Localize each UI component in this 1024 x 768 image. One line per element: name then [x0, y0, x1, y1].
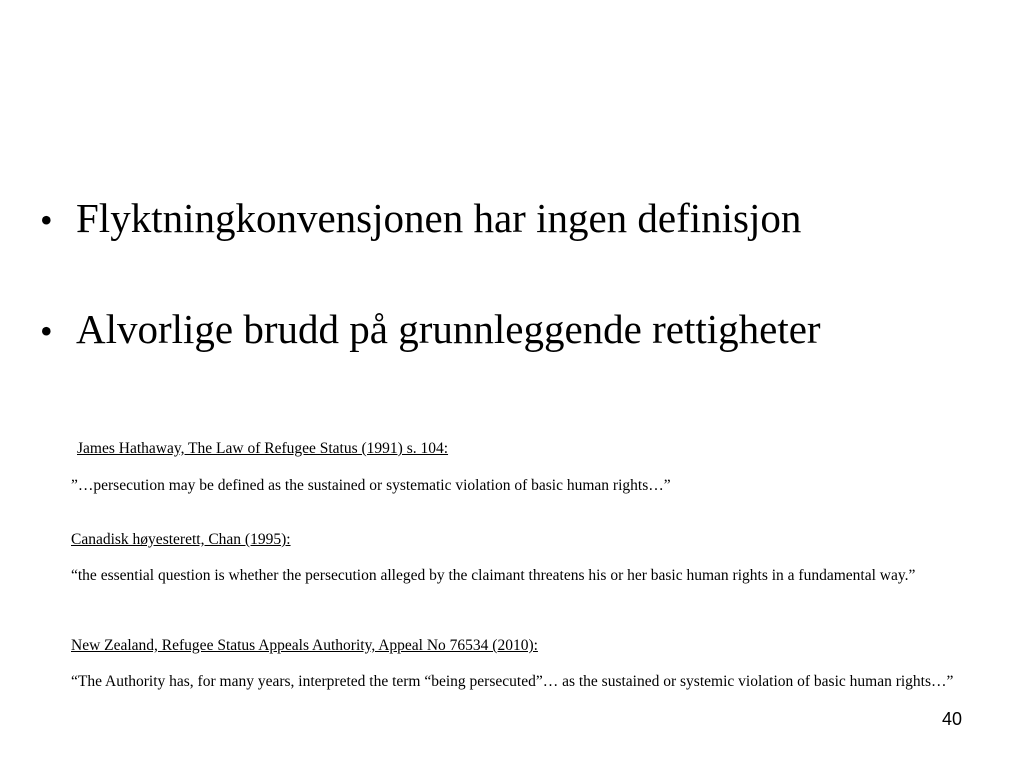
- reference-title: James Hathaway, The Law of Refugee Status (1991) s. 104:: [77, 440, 449, 457]
- bullet-text: Alvorlige brudd på grunnleggende rettigheter: [76, 306, 821, 352]
- bullet-item: [40, 303, 1010, 357]
- bullet-dot-icon: •: [40, 200, 53, 240]
- reference-block: [71, 637, 1001, 654]
- reference-title: Canadisk høyesterett, Chan (1995):: [71, 531, 291, 548]
- reference-quote: ”…persecution may be defined as the sustained or systematic violation of basic human rights…”: [71, 477, 671, 494]
- reference-block: [71, 477, 1001, 494]
- bullet-item: [40, 192, 1010, 246]
- reference-block: [77, 440, 1007, 457]
- reference-block: [71, 567, 951, 584]
- reference-title: New Zealand, Refugee Status Appeals Authority, Appeal No 76534 (2010):: [71, 637, 538, 654]
- bullet-dot-icon: •: [40, 311, 53, 351]
- reference-quote: “The Authority has, for many years, interpreted the term “being persecuted”… as the sustained or systemic violation of basic human rights…”: [71, 673, 954, 690]
- bullet-list: [40, 192, 1010, 357]
- page-number: 40: [941, 709, 962, 729]
- reference-quote: “the essential question is whether the persecution alleged by the claimant threatens his or her basic human rights in a fundamental way.”: [71, 567, 916, 584]
- bullet-text: Flyktningkonvensjonen har ingen definisjon: [76, 195, 802, 241]
- reference-block: [71, 531, 1001, 548]
- reference-block: [71, 673, 1006, 690]
